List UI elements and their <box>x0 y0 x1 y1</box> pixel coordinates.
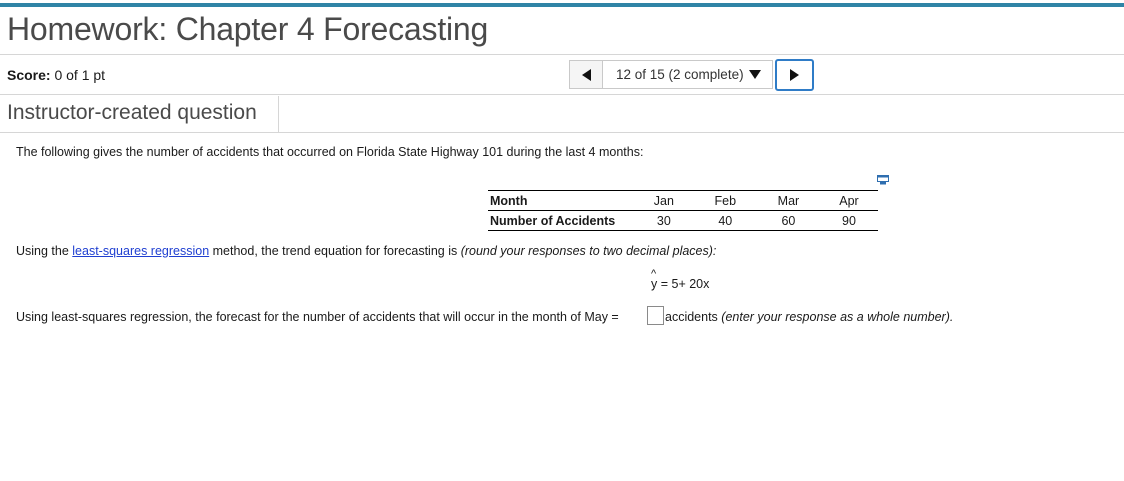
previous-question-button[interactable] <box>569 60 603 89</box>
table-row <box>488 191 878 211</box>
left-triangle-icon <box>582 69 591 81</box>
score-value: 0 of 1 pt <box>54 67 106 83</box>
row-header-month: Month <box>488 191 634 211</box>
forecast-instruction: (enter your response as a whole number). <box>721 310 954 324</box>
top-accent-bar <box>0 3 1124 7</box>
score-display <box>7 67 105 83</box>
question-selector-label: 12 of 15 (2 complete) <box>616 67 744 82</box>
divider <box>0 94 1124 95</box>
forecast-suffix-text: accidents <box>665 310 722 324</box>
row-header-accidents: Number of Accidents <box>490 213 616 228</box>
trend-prompt <box>16 244 716 258</box>
y-hat-symbol <box>651 268 658 291</box>
month-cell: Feb <box>694 191 757 211</box>
question-selector-dropdown[interactable] <box>603 60 773 89</box>
question-type-separator <box>278 96 279 132</box>
forecast-prompt-suffix <box>665 310 953 324</box>
accidents-cell: 90 <box>842 213 856 228</box>
equation-rhs: = 5+ 20x <box>657 277 710 291</box>
forecast-prompt-prefix: Using least-squares regression, the forecast for the number of accidents that will occur in the month of May = <box>16 310 619 324</box>
least-squares-regression-link[interactable]: least-squares regression <box>72 244 210 258</box>
next-question-button[interactable] <box>775 59 814 91</box>
forecast-answer-input[interactable] <box>647 306 664 325</box>
question-intro: The following gives the number of accidents that occurred on Florida State Highway 101 during the last 4 months: <box>16 145 644 159</box>
accidents-table <box>488 190 878 231</box>
chevron-down-icon <box>749 70 761 79</box>
month-cell: Jan <box>634 191 694 211</box>
accidents-cell: 60 <box>781 213 796 228</box>
hat-accent: ^ <box>651 268 657 280</box>
divider <box>0 132 1124 133</box>
accidents-cell: 40 <box>718 213 733 228</box>
question-type-label: Instructor-created question <box>7 101 257 124</box>
month-cell: Mar <box>757 191 820 211</box>
trend-equation <box>651 268 710 291</box>
right-triangle-icon <box>790 69 799 81</box>
trend-prompt-instruction: (round your responses to two decimal places): <box>460 244 717 258</box>
copy-table-icon[interactable] <box>877 175 889 185</box>
trend-prompt-prefix: Using the <box>16 244 73 258</box>
score-label: Score: <box>7 67 51 83</box>
table-row <box>488 211 878 231</box>
divider <box>0 54 1124 55</box>
homework-title: Homework: Chapter 4 Forecasting <box>7 11 489 47</box>
y-variable: y <box>651 277 658 291</box>
trend-prompt-middle: method, the trend equation for forecasting is <box>209 244 461 258</box>
accidents-cell: 30 <box>656 213 671 228</box>
month-cell: Apr <box>820 191 878 211</box>
